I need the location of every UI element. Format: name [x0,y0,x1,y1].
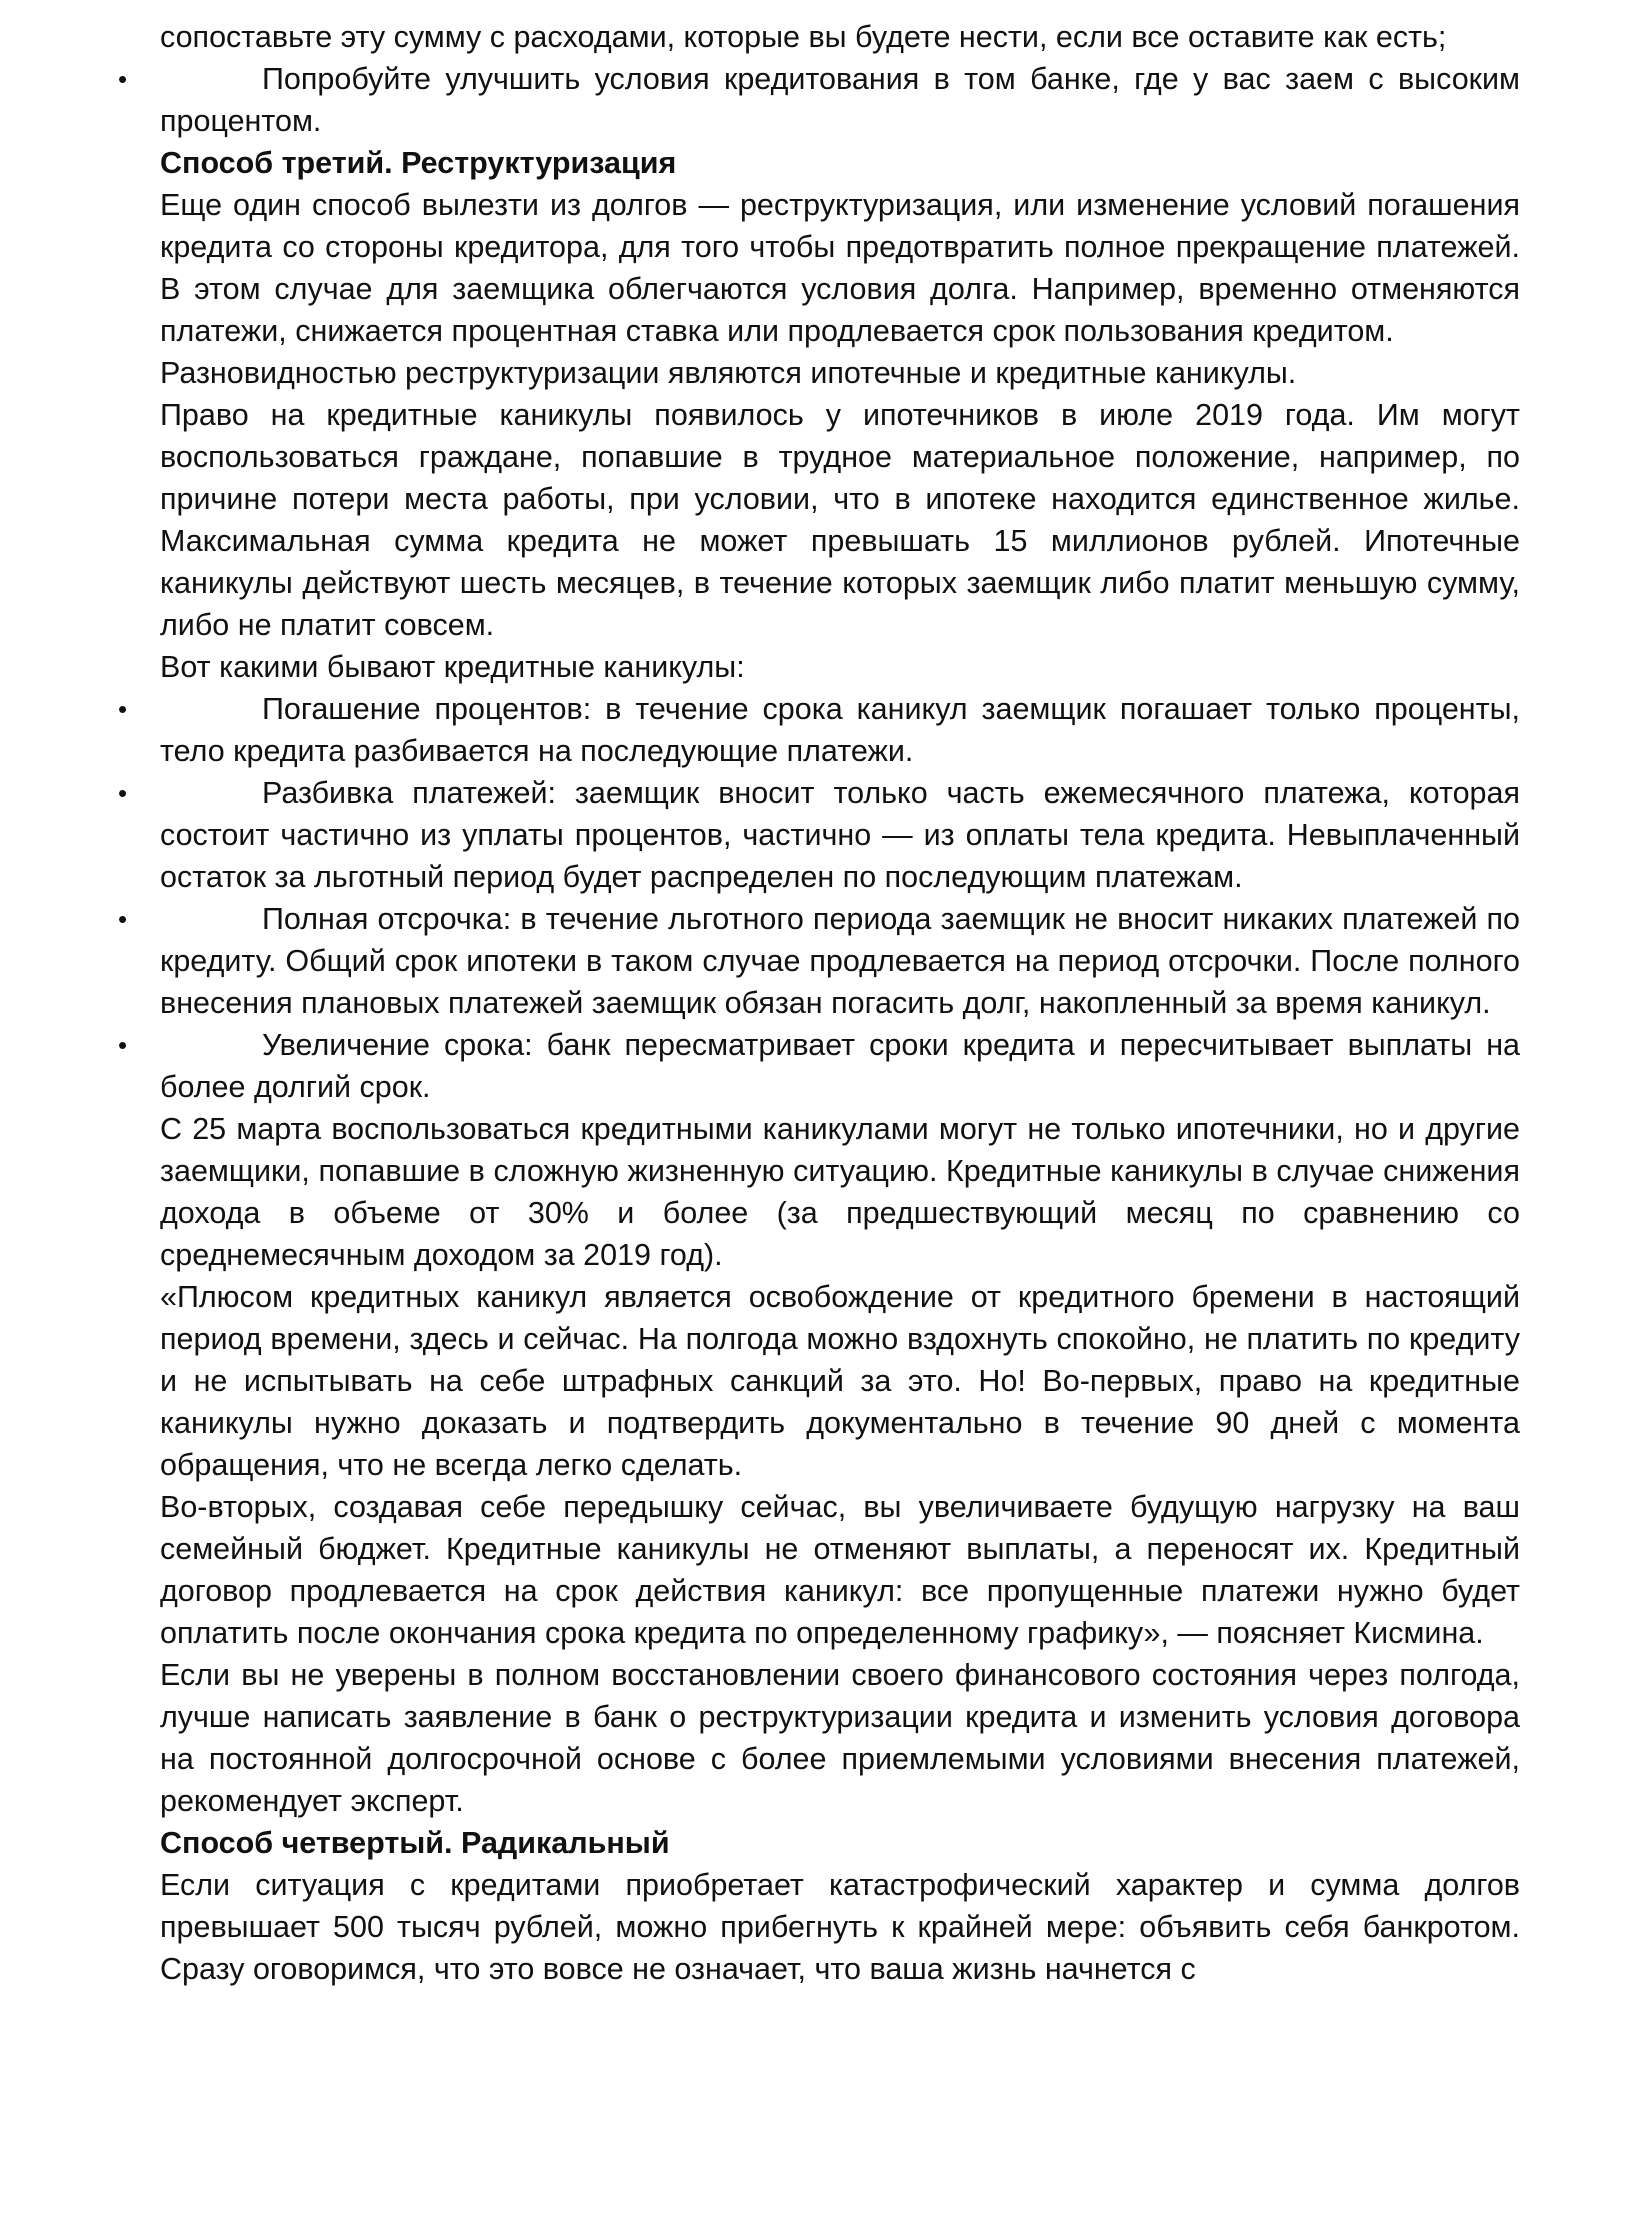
paragraph-continuation: сопоставьте эту сумму с расходами, которые вы будете нести, если все оставите как есть; [160,20,1447,54]
paragraph: Право на кредитные каникулы появилось у ипотечников в июле 2019 года. Им могут воспользоваться граждане, попавшие в трудное материальное положение, например, по причине потери места работы, при условии, что в ипотеке находится единственное жилье. Максимальная сумма кредита не может превышать 15 миллионов рублей. Ипотечные каникулы действуют шесть месяцев, в течение которых заемщик либо платит меньшую сумму, либо не платит совсем. [160,398,1520,642]
paragraph: Еще один способ вылезти из долгов — реструктуризация, или изменение условий погашения кредита со стороны кредитора, для того чтобы предотвратить полное прекращение платежей. В этом случае для заемщика облегчаются условия долга. Например, временно отменяются платежи, снижается процентная ставка или продлевается срок пользования кредитом. [160,188,1520,348]
bullet-text: Погашение процентов: в течение срока каникул заемщик погашает только проценты, тело кредита разбивается на последующие платежи. [160,692,1520,768]
bullet-text: Разбивка платежей: заемщик вносит только часть ежемесячного платежа, которая состоит частично из уплаты процентов, частично — из оплаты тела кредита. Невыплаченный остаток за льготный период будет распределен по последующим платежам. [160,776,1520,894]
paragraph: Вот какими бывают кредитные каникулы: [160,650,745,684]
bullet-text: Попробуйте улучшить условия кредитования в том банке, где у вас заем с высоким процентом. [160,62,1520,138]
paragraph-quote: Во-вторых, создавая себе передышку сейчас, вы увеличиваете будущую нагрузку на ваш семейный бюджет. Кредитные каникулы не отменяют выплаты, а переносят их. Кредитный договор продлевается на срок действия каникул: все пропущенные платежи нужно будет оплатить после окончания срока кредита по определенному графику», — поясняет Кисмина. [160,1490,1520,1650]
section-heading: Способ третий. Реструктуризация [160,146,677,180]
bullet-item [118,898,1520,1024]
bullet-dot-icon: • [118,1030,128,1060]
paragraph-quote: «Плюсом кредитных каникул является освобождение от кредитного бремени в настоящий период времени, здесь и сейчас. На полгода можно вздохнуть спокойно, не платить по кредиту и не испытывать на себе штрафных санкций за это. Но! Во-первых, право на кредитные каникулы нужно доказать и подтвердить документально в течение 90 дней с момента обращения, что не всегда легко сделать. [160,1280,1520,1482]
section-heading: Способ четвертый. Радикальный [160,1826,670,1860]
bullet-text: Полная отсрочка: в течение льготного периода заемщик не вносит никаких платежей по кредиту. Общий срок ипотеки в таком случае продлевается на период отсрочки. После полного внесения плановых платежей заемщик обязан погасить долг, накопленный за время каникул. [160,902,1520,1020]
bullet-dot-icon: • [118,694,128,724]
paragraph: С 25 марта воспользоваться кредитными каникулами могут не только ипотечники, но и другие заемщики, попавшие в сложную жизненную ситуацию. Кредитные каникулы в случае снижения дохода в объеме от 30% и более (за предшествующий месяц по сравнению со среднемесячным доходом за 2019 год). [160,1112,1520,1272]
paragraph: Если вы не уверены в полном восстановлении своего финансового состояния через полгода, лучше написать заявление в банк о реструктуризации кредита и изменить условия договора на постоянной долгосрочной основе с более приемлемыми условиями внесения платежей, рекомендует эксперт. [160,1658,1520,1818]
bullet-dot-icon: • [118,64,128,94]
bullet-item [118,688,1520,772]
bullet-item [118,58,1520,142]
paragraph: Разновидностью реструктуризации являются ипотечные и кредитные каникулы. [160,356,1297,390]
paragraph: Если ситуация с кредитами приобретает катастрофический характер и сумма долгов превышает 500 тысяч рублей, можно прибегнуть к крайней мере: объявить себя банкротом. Сразу оговоримся, что это вовсе не означает, что ваша жизнь начнется с [160,1868,1520,1986]
bullet-item [118,1024,1520,1108]
bullet-text: Увеличение срока: банк пересматривает сроки кредита и пересчитывает выплаты на более долгий срок. [160,1028,1520,1104]
document-body [118,16,1520,1990]
bullet-dot-icon: • [118,904,128,934]
bullet-dot-icon: • [118,778,128,808]
bullet-item [118,772,1520,898]
